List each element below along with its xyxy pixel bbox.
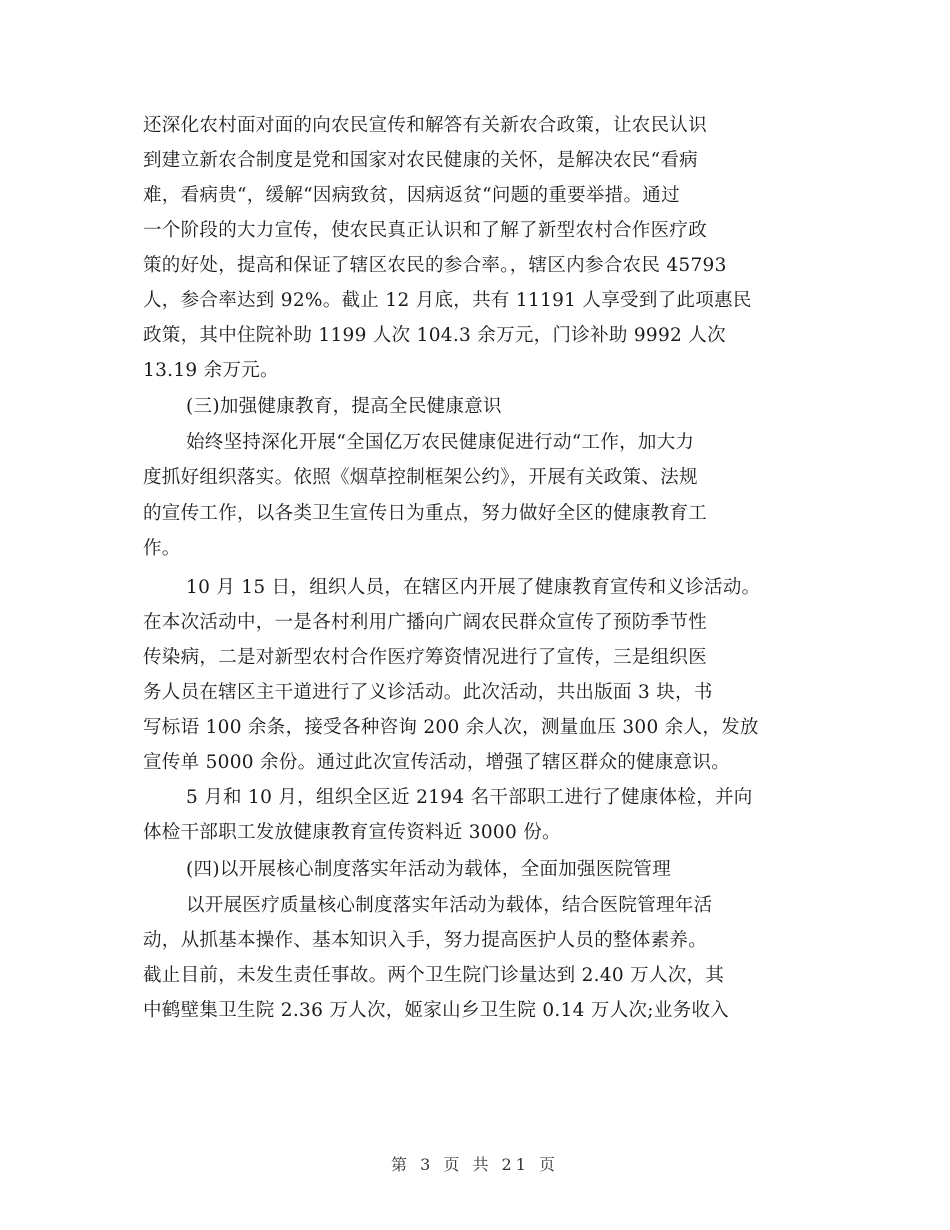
text-line: 务人员在辖区主干道进行了义诊活动。此次活动，共出版面 3 块，书: [143, 682, 713, 703]
text-line: 13.19 余万元。: [143, 360, 279, 381]
text-line: 动，从抓基本操作、基本知识入手，努力提高医护人员的整体素养。: [143, 930, 708, 951]
text-line: 人，参合率达到 92%。截止 12 月底，共有 11191 人享受到了此项惠民: [143, 290, 752, 311]
page-number-footer: 第 3 页 共 21 页: [391, 1155, 559, 1174]
text-line: 一个阶段的大力宣传，使农民真正认识和了解了新型农村合作医疗政: [143, 220, 708, 241]
text-line: 度抓好组织落实。依照《烟草控制框架公约》，开展有关政策、法规: [143, 467, 698, 488]
text-line: 截止目前，未发生责任事故。两个卫生院门诊量达到 2.40 万人次，其: [143, 965, 725, 986]
text-line: 中鹤壁集卫生院 2.36 万人次，姬家山乡卫生院 0.14 万人次;业务收入: [143, 1000, 730, 1021]
text-line: 以开展医疗质量核心制度落实年活动为载体，结合医院管理年活: [186, 895, 713, 916]
text-line: 传染病，二是对新型农村合作医疗筹资情况进行了宣传，三是组织医: [143, 647, 708, 668]
section-heading: (四)以开展核心制度落实年活动为载体，全面加强医院管理: [186, 859, 672, 880]
text-line: 10 月 15 日，组织人员，在辖区内开展了健康教育宣传和义诊活动。: [186, 577, 761, 598]
text-line: 在本次活动中，一是各村利用广播向广阔农民群众宣传了预防季节性: [143, 612, 708, 633]
text-line: 5 月和 10 月，组织全区近 2194 名干部职工进行了健康体检，并向: [186, 787, 753, 808]
text-line: 策的好处，提高和保证了辖区农民的参合率。，辖区内参合农民 45793: [143, 255, 727, 276]
text-line: 到建立新农合制度是党和国家对农民健康的关怀，是解决农民“看病: [143, 150, 698, 171]
text-line: 的宣传工作，以各类卫生宣传日为重点，努力做好全区的健康教育工: [143, 503, 708, 524]
text-line: 写标语 100 余条，接受各种咨询 200 余人次，测量血压 300 余人，发放: [143, 717, 759, 738]
section-heading: (三)加强健康教育，提高全民健康意识: [186, 396, 502, 417]
text-line: 体检干部职工发放健康教育宣传资料近 3000 份。: [143, 822, 561, 843]
text-line: 难，看病贵“，缓解“因病致贫，因病返贫“问题的重要举措。通过: [143, 185, 680, 206]
text-line: 政策，其中住院补助 1199 人次 104.3 余万元，门诊补助 9992 人次: [143, 325, 726, 346]
text-line: 始终坚持深化开展“全国亿万农民健康促进行动“工作，加大力: [186, 432, 695, 453]
text-line: 宣传单 5000 余份。通过此次宣传活动，增强了辖区群众的健康意识。: [143, 752, 731, 773]
text-line: 作。: [143, 538, 181, 559]
text-line: 还深化农村面对面的向农民宣传和解答有关新农合政策，让农民认识: [143, 115, 708, 136]
